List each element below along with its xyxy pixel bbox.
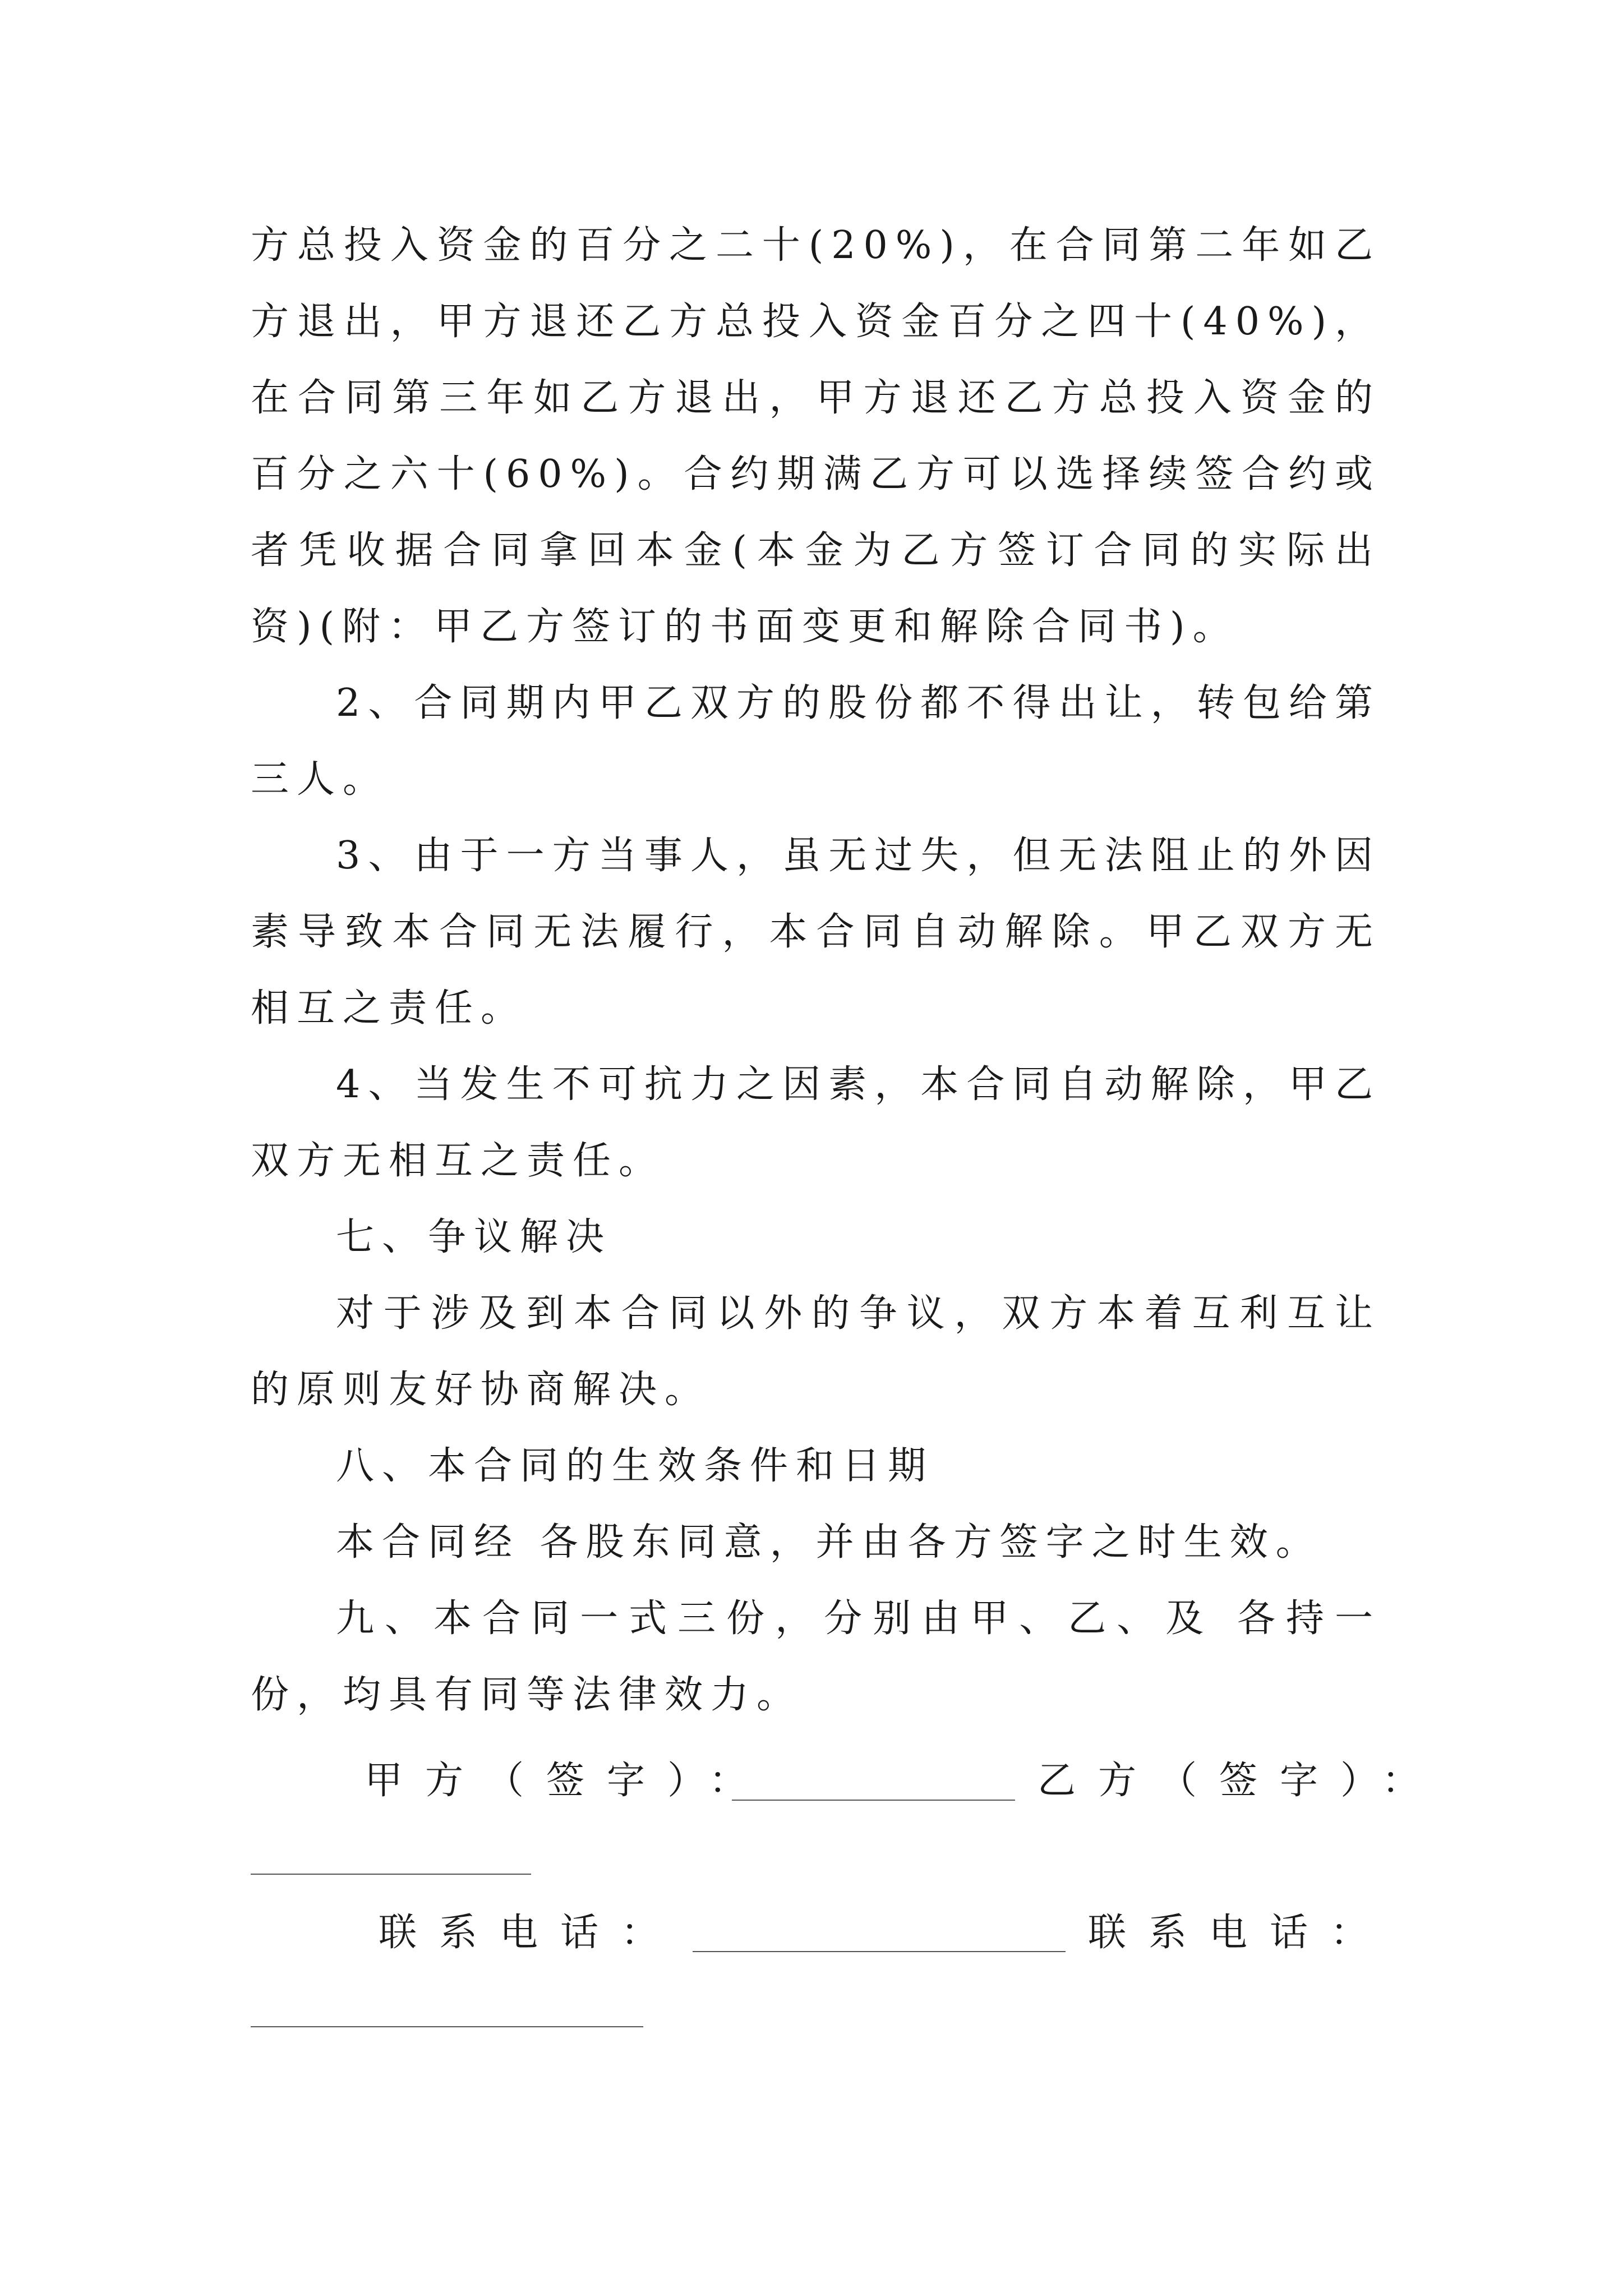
contract-body xyxy=(251,208,1381,1733)
paragraph-effective-conditions: 本合同经 各股东同意，并由各方签字之时生效。 xyxy=(336,1520,1322,1565)
paragraph-clause-2: 2、合同期内甲乙双方的股份都不得出让，转包给第三人。 xyxy=(251,681,1381,802)
paragraph-clause-4: 4、当发生不可抗力之因素，本合同自动解除，甲乙双方无相互之责任。 xyxy=(251,1062,1381,1183)
heading-dispute-resolution: 七、争议解决 xyxy=(336,1215,612,1259)
party-a-phone-label: 联系电话： xyxy=(379,1911,682,1955)
party-b-phone-label: 联系电话： xyxy=(1088,1911,1391,1955)
paragraph-dispute-resolution: 对于涉及到本合同以外的争议，双方本着互利互让的原则友好协商解决。 xyxy=(251,1291,1381,1412)
party-b-signature-field[interactable] xyxy=(251,1874,531,1875)
party-a-phone-field[interactable] xyxy=(693,1951,1066,1952)
paragraph-clause-3: 3、由于一方当事人，虽无过失，但无法阻止的外因素导致本合同无法履行，本合同自动解除。甲乙双方无相互之责任。 xyxy=(251,834,1381,1030)
party-a-signature-label: 甲方（签字）： xyxy=(365,1759,770,1803)
heading-effective-conditions: 八、本合同的生效条件和日期 xyxy=(336,1444,934,1488)
paragraph-copies: 九、本合同一式三份，分别由甲、乙、及 各持一份，均具有同等法律效力。 xyxy=(251,1596,1381,1717)
party-b-signature-label: 乙方（签字）： xyxy=(1038,1759,1443,1803)
paragraph-refund-terms: 方总投入资金的百分之二十(20%)，在合同第二年如乙方退出，甲方退还乙方总投入资金百分之四十(40%)，在合同第三年如乙方退出，甲方退还乙方总投入资金的百分之六十(60%)。合约期满乙方可以选择续签合约或者凭收据合同拿回本金(本金为乙方签订合同的实际出资)(附：甲乙方签订的书面变更和解除合同书)。 xyxy=(251,223,1381,649)
party-a-signature-field[interactable] xyxy=(732,1800,1015,1801)
party-b-phone-field[interactable] xyxy=(251,2026,643,2027)
